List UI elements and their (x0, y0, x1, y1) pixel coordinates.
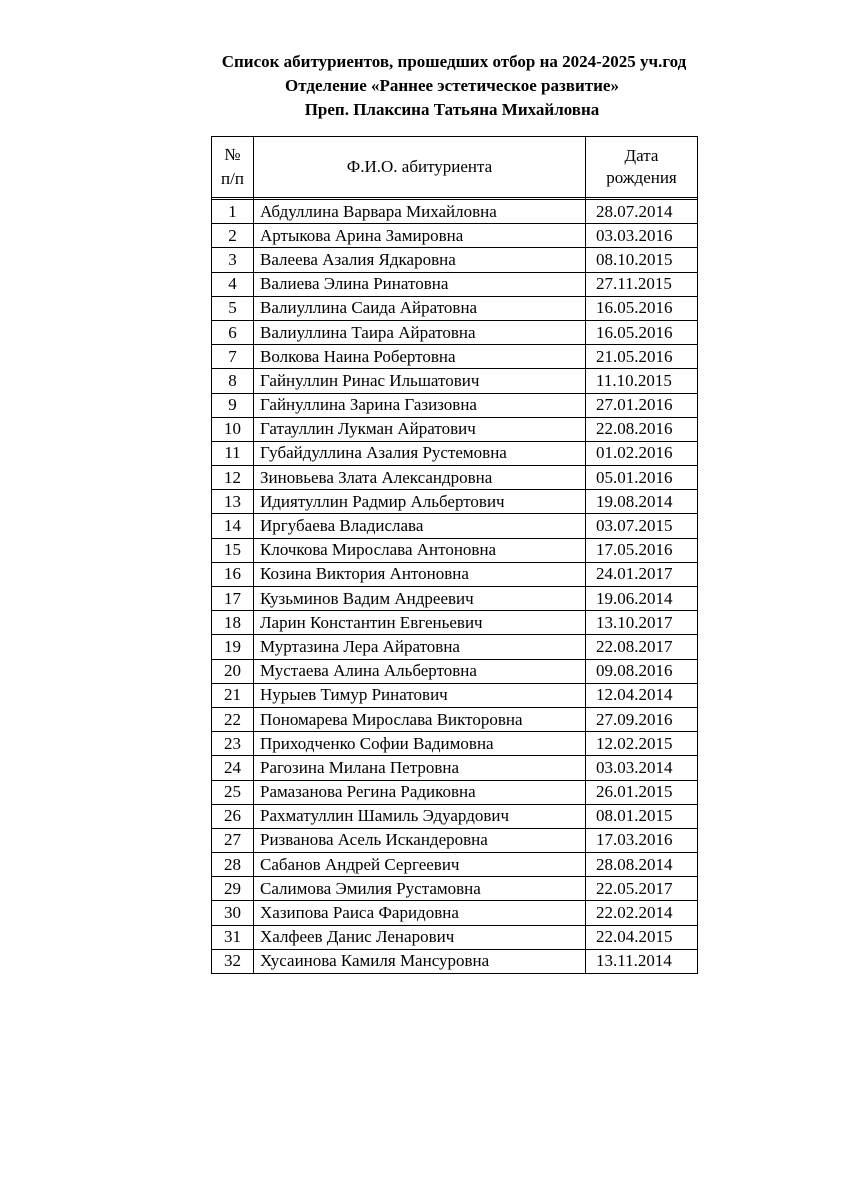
applicant-name: Кузьминов Вадим Андреевич (254, 587, 586, 611)
document-header (0, 50, 848, 122)
row-number: 8 (212, 369, 254, 393)
birth-date: 26.01.2015 (586, 780, 698, 804)
applicant-name: Козина Виктория Антоновна (254, 562, 586, 586)
applicant-name: Ризванова Асель Искандеровна (254, 828, 586, 852)
row-number: 27 (212, 828, 254, 852)
row-number: 30 (212, 901, 254, 925)
table-row (212, 853, 698, 877)
row-number: 23 (212, 732, 254, 756)
column-header-birthdate-line1: Дата (624, 146, 659, 165)
birth-date: 17.03.2016 (586, 828, 698, 852)
table-row (212, 683, 698, 707)
birth-date: 08.01.2015 (586, 804, 698, 828)
teacher-name: Преп. Плаксина Татьяна Михайловна (304, 100, 600, 119)
applicant-name: Абдуллина Варвара Михайловна (254, 200, 586, 224)
table-row (212, 659, 698, 683)
table-row (212, 611, 698, 635)
applicant-name: Валиуллина Таира Айратовна (254, 320, 586, 344)
header-row (212, 137, 698, 198)
birth-date: 17.05.2016 (586, 538, 698, 562)
row-number: 9 (212, 393, 254, 417)
document-title: Список абитуриентов, прошедших отбор на 2024-2025 уч.год (221, 52, 687, 71)
applicant-name: Халфеев Данис Ленарович (254, 925, 586, 949)
row-number: 11 (212, 441, 254, 465)
birth-date: 21.05.2016 (586, 345, 698, 369)
birth-date: 16.05.2016 (586, 320, 698, 344)
row-number: 28 (212, 853, 254, 877)
birth-date: 03.03.2016 (586, 224, 698, 248)
applicant-name: Идиятуллин Радмир Альбертович (254, 490, 586, 514)
birth-date: 28.08.2014 (586, 853, 698, 877)
birth-date: 27.11.2015 (586, 272, 698, 296)
applicant-name: Приходченко Софии Вадимовна (254, 732, 586, 756)
birth-date: 19.06.2014 (586, 587, 698, 611)
applicant-name: Мустаева Алина Альбертовна (254, 659, 586, 683)
column-header-birthdate (586, 137, 698, 198)
row-number: 15 (212, 538, 254, 562)
birth-date: 19.08.2014 (586, 490, 698, 514)
table-row (212, 804, 698, 828)
applicant-name: Гайнуллина Зарина Газизовна (254, 393, 586, 417)
table-row (212, 490, 698, 514)
birth-date: 13.10.2017 (586, 611, 698, 635)
row-number: 26 (212, 804, 254, 828)
birth-date: 13.11.2014 (586, 949, 698, 973)
row-number: 14 (212, 514, 254, 538)
row-number: 17 (212, 587, 254, 611)
table-row (212, 562, 698, 586)
row-number: 13 (212, 490, 254, 514)
applicant-name: Ларин Константин Евгеньевич (254, 611, 586, 635)
birth-date: 12.02.2015 (586, 732, 698, 756)
table-header (212, 137, 698, 198)
applicant-name: Гайнуллин Ринас Ильшатович (254, 369, 586, 393)
row-number: 24 (212, 756, 254, 780)
birth-date: 16.05.2016 (586, 296, 698, 320)
table-row (212, 901, 698, 925)
column-header-name: Ф.И.О. абитуриента (254, 137, 586, 198)
column-header-birthdate-line2: рождения (606, 168, 677, 187)
table-row (212, 345, 698, 369)
row-number: 21 (212, 683, 254, 707)
row-number: 32 (212, 949, 254, 973)
column-header-number (212, 137, 254, 198)
row-number: 5 (212, 296, 254, 320)
table-row (212, 466, 698, 490)
table-row (212, 417, 698, 441)
applicant-name: Муртазина Лера Айратовна (254, 635, 586, 659)
table-row (212, 828, 698, 852)
applicants-table (211, 136, 698, 974)
birth-date: 11.10.2015 (586, 369, 698, 393)
applicant-name: Сабанов Андрей Сергеевич (254, 853, 586, 877)
applicant-name: Хусаинова Камиля Мансуровна (254, 949, 586, 973)
table-row (212, 732, 698, 756)
table-row (212, 514, 698, 538)
applicant-name: Рагозина Милана Петровна (254, 756, 586, 780)
birth-date: 12.04.2014 (586, 683, 698, 707)
birth-date: 22.05.2017 (586, 877, 698, 901)
row-number: 31 (212, 925, 254, 949)
applicant-name: Хазипова Раиса Фаридовна (254, 901, 586, 925)
table-row (212, 393, 698, 417)
column-header-number-line2: п/п (221, 169, 244, 188)
birth-date: 28.07.2014 (586, 200, 698, 224)
birth-date: 03.07.2015 (586, 514, 698, 538)
birth-date: 22.04.2015 (586, 925, 698, 949)
column-header-number-line1: № (224, 145, 241, 164)
department-title: Отделение «Раннее эстетическое развитие» (285, 76, 619, 95)
table-row (212, 369, 698, 393)
birth-date: 03.03.2014 (586, 756, 698, 780)
birth-date: 27.09.2016 (586, 707, 698, 731)
row-number: 22 (212, 707, 254, 731)
table-row (212, 248, 698, 272)
row-number: 16 (212, 562, 254, 586)
row-number: 10 (212, 417, 254, 441)
table-row (212, 200, 698, 224)
row-number: 3 (212, 248, 254, 272)
applicant-name: Губайдуллина Азалия Рустемовна (254, 441, 586, 465)
row-number: 7 (212, 345, 254, 369)
table-row (212, 587, 698, 611)
table-row (212, 320, 698, 344)
birth-date: 22.08.2017 (586, 635, 698, 659)
applicant-name: Салимова Эмилия Рустамовна (254, 877, 586, 901)
table-row (212, 756, 698, 780)
table-row (212, 949, 698, 973)
birth-date: 09.08.2016 (586, 659, 698, 683)
row-number: 25 (212, 780, 254, 804)
table-row (212, 296, 698, 320)
applicant-name: Рахматуллин Шамиль Эдуардович (254, 804, 586, 828)
row-number: 29 (212, 877, 254, 901)
applicant-name: Артыкова Арина Замировна (254, 224, 586, 248)
row-number: 19 (212, 635, 254, 659)
applicant-name: Валеева Азалия Ядкаровна (254, 248, 586, 272)
row-number: 1 (212, 200, 254, 224)
table-row (212, 925, 698, 949)
applicant-name: Пономарева Мирослава Викторовна (254, 707, 586, 731)
birth-date: 05.01.2016 (586, 466, 698, 490)
table-row (212, 538, 698, 562)
applicant-name: Гатауллин Лукман Айратович (254, 417, 586, 441)
table-row (212, 877, 698, 901)
table-row (212, 272, 698, 296)
table-row (212, 441, 698, 465)
birth-date: 01.02.2016 (586, 441, 698, 465)
applicant-name: Зиновьева Злата Александровна (254, 466, 586, 490)
row-number: 18 (212, 611, 254, 635)
birth-date: 27.01.2016 (586, 393, 698, 417)
table-row (212, 707, 698, 731)
row-number: 6 (212, 320, 254, 344)
applicant-name: Волкова Наина Робертовна (254, 345, 586, 369)
applicant-name: Иргубаева Владислава (254, 514, 586, 538)
row-number: 2 (212, 224, 254, 248)
applicant-name: Клочкова Мирослава Антоновна (254, 538, 586, 562)
row-number: 20 (212, 659, 254, 683)
applicant-name: Валиева Элина Ринатовна (254, 272, 586, 296)
table-row (212, 224, 698, 248)
applicant-name: Нурыев Тимур Ринатович (254, 683, 586, 707)
birth-date: 24.01.2017 (586, 562, 698, 586)
birth-date: 08.10.2015 (586, 248, 698, 272)
applicant-name: Валиуллина Саида Айратовна (254, 296, 586, 320)
row-number: 4 (212, 272, 254, 296)
table-row (212, 635, 698, 659)
birth-date: 22.02.2014 (586, 901, 698, 925)
birth-date: 22.08.2016 (586, 417, 698, 441)
row-number: 12 (212, 466, 254, 490)
table-row (212, 780, 698, 804)
table-body (212, 198, 698, 974)
applicant-name: Рамазанова Регина Радиковна (254, 780, 586, 804)
